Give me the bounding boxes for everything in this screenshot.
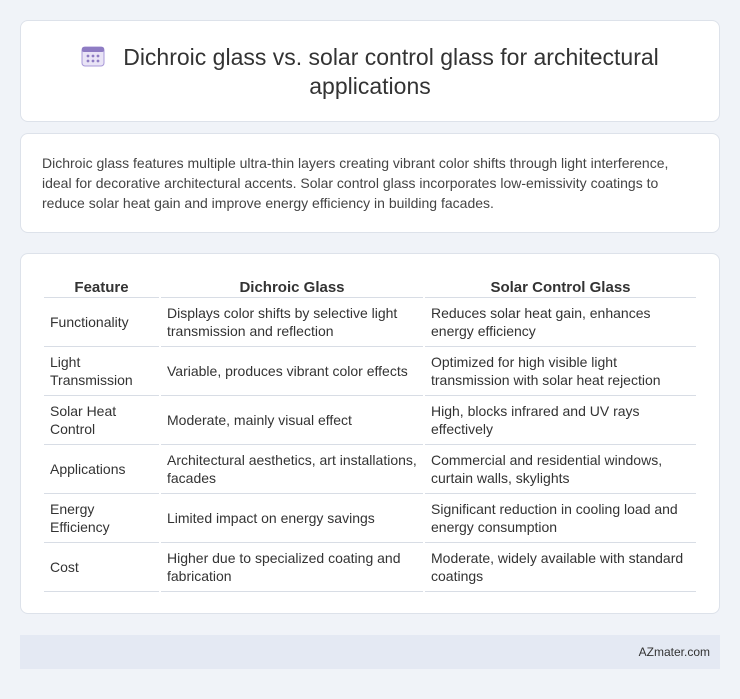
solar-cell: Significant reduction in cooling load and energy consumption <box>425 494 696 543</box>
calendar-icon <box>81 45 105 67</box>
solar-cell: Reduces solar heat gain, enhances energy efficiency <box>425 298 696 347</box>
dichroic-cell: Architectural aesthetics, art installations, facades <box>161 445 423 494</box>
description-text: Dichroic glass features multiple ultra-thin layers creating vibrant color shifts through light interference, ideal for decorative architectural accents. Solar control glass incorporates low-emissivity coatings to reduce solar heat gain and improve energy efficiency in building facades. <box>42 155 669 211</box>
dichroic-cell: Variable, produces vibrant color effects <box>161 347 423 396</box>
page-title <box>21 43 719 101</box>
description-card <box>20 133 720 233</box>
solar-cell: Commercial and residential windows, curtain walls, skylights <box>425 445 696 494</box>
column-header-dichroic: Dichroic Glass <box>161 275 423 298</box>
feature-cell: Energy Efficiency <box>44 494 159 543</box>
comparison-card <box>20 253 720 614</box>
dichroic-cell: Limited impact on energy savings <box>161 494 423 543</box>
feature-cell: Light Transmission <box>44 347 159 396</box>
table-row <box>44 543 696 592</box>
page-title-text: Dichroic glass vs. solar control glass for architectural applications <box>123 44 659 99</box>
feature-cell: Applications <box>44 445 159 494</box>
dichroic-cell: Moderate, mainly visual effect <box>161 396 423 445</box>
comparison-table <box>42 275 698 592</box>
table-row <box>44 396 696 445</box>
feature-cell: Cost <box>44 543 159 592</box>
solar-cell: High, blocks infrared and UV rays effectively <box>425 396 696 445</box>
title-card <box>20 20 720 122</box>
dichroic-cell: Higher due to specialized coating and fabrication <box>161 543 423 592</box>
column-header-feature: Feature <box>44 275 159 298</box>
footer-brand: AZmater.com <box>638 645 710 659</box>
feature-cell: Functionality <box>44 298 159 347</box>
footer-bar <box>20 635 720 669</box>
table-row <box>44 298 696 347</box>
table-header-row <box>44 275 696 298</box>
table-row <box>44 445 696 494</box>
feature-cell: Solar Heat Control <box>44 396 159 445</box>
table-row <box>44 347 696 396</box>
table-row <box>44 494 696 543</box>
dichroic-cell: Displays color shifts by selective light transmission and reflection <box>161 298 423 347</box>
solar-cell: Moderate, widely available with standard coatings <box>425 543 696 592</box>
solar-cell: Optimized for high visible light transmission with solar heat rejection <box>425 347 696 396</box>
column-header-solar: Solar Control Glass <box>425 275 696 298</box>
